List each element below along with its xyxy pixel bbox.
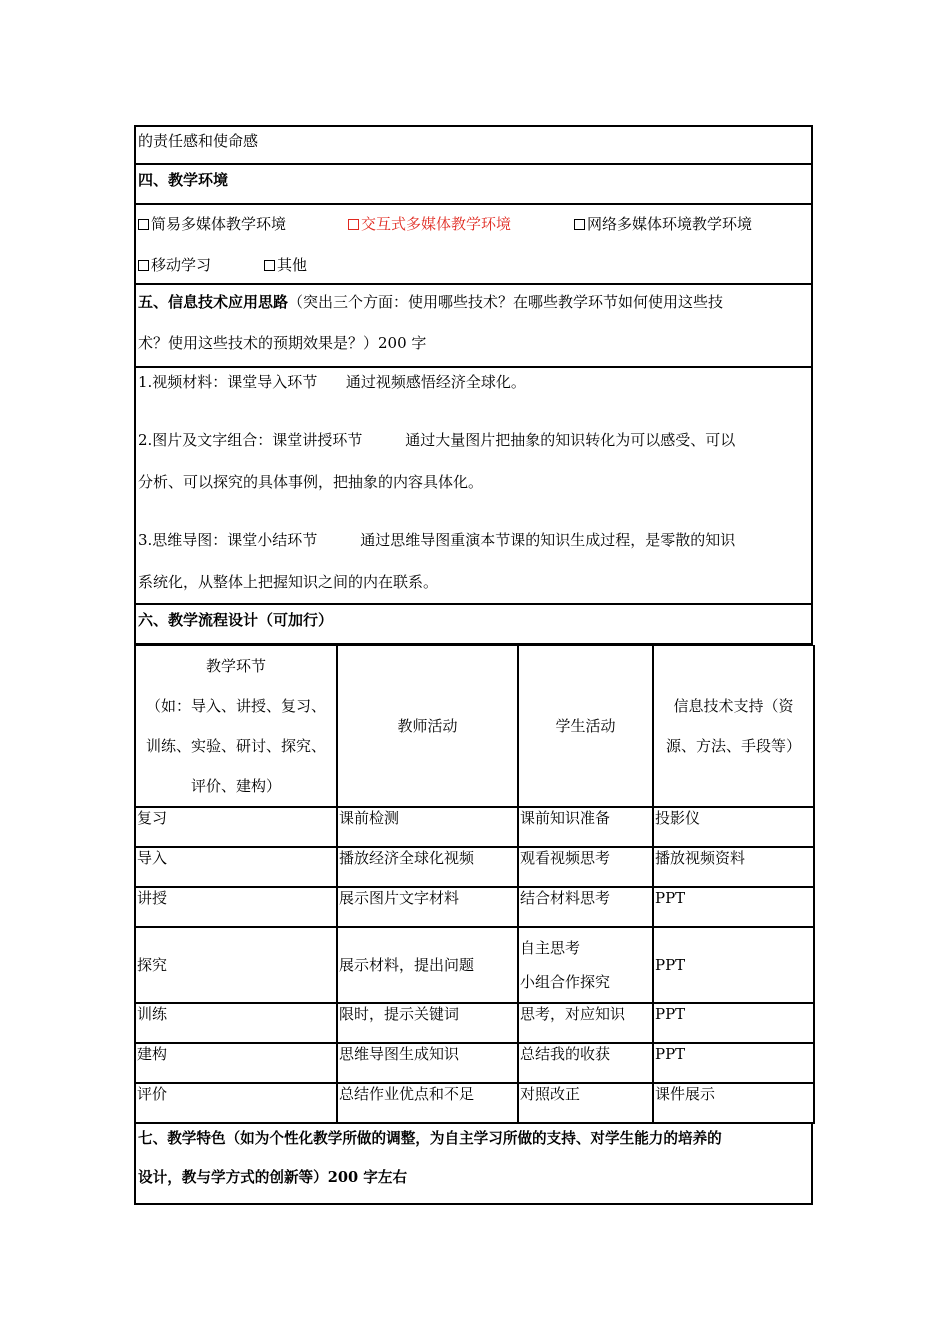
cell-tech: PPT <box>653 1043 814 1083</box>
cell-student-line2: 小组合作探究 <box>520 973 611 991</box>
teaching-flow-table <box>134 645 815 1124</box>
table-row <box>135 887 814 927</box>
table-header-row <box>135 646 814 808</box>
section4-title-row <box>134 165 813 205</box>
header-student: 学生活动 <box>518 646 653 808</box>
table-row <box>135 1003 814 1043</box>
option-label: 其他 <box>277 256 308 274</box>
cell-student: 课前知识准备 <box>518 807 653 847</box>
section5-note-line2: 术？使用这些技术的预期效果是？）200 字 <box>138 334 427 352</box>
table-row <box>135 847 814 887</box>
cell-student: 思考，对应知识 <box>518 1003 653 1043</box>
table-row <box>135 1043 814 1083</box>
table-row <box>135 807 814 847</box>
cell-stage: 探究 <box>135 927 337 1003</box>
continued-text-row <box>134 125 813 165</box>
tech-item-video: 1.视频材料：课堂导入环节 通过视频感悟经济全球化。 <box>138 373 526 391</box>
option-mobile-learning[interactable] <box>138 255 211 275</box>
cell-teacher: 限时，提示关键词 <box>337 1003 518 1043</box>
cell-stage: 建构 <box>135 1043 337 1083</box>
checkbox-icon[interactable] <box>348 219 359 230</box>
header-stage-line4: 评价、建构） <box>190 777 281 795</box>
cell-tech: PPT <box>653 887 814 927</box>
cell-teacher: 课前检测 <box>337 807 518 847</box>
section7-title-line1: 七、教学特色（如为个性化教学所做的调整，为自主学习所做的支持、对学生能力的培养的 <box>138 1130 722 1147</box>
cell-stage: 讲授 <box>135 887 337 927</box>
section4-title: 四、教学环境 <box>138 171 229 189</box>
cell-teacher: 思维导图生成知识 <box>337 1043 518 1083</box>
option-simple-multimedia[interactable] <box>138 214 286 234</box>
option-interactive-multimedia[interactable] <box>348 214 511 234</box>
cell-tech: 投影仪 <box>653 807 814 847</box>
cell-teacher: 展示材料，提出问题 <box>337 927 518 1003</box>
option-label: 网络多媒体环境教学环境 <box>587 215 753 233</box>
checkbox-icon[interactable] <box>264 260 275 271</box>
header-stage-line2: （如：导入、讲授、复习、 <box>145 697 326 715</box>
option-other[interactable] <box>264 255 307 275</box>
cell-student: 总结我的收获 <box>518 1043 653 1083</box>
cell-stage: 评价 <box>135 1083 337 1123</box>
cell-student <box>518 927 653 1003</box>
cell-stage: 导入 <box>135 847 337 887</box>
section5-content <box>134 368 813 605</box>
cell-student: 对照改正 <box>518 1083 653 1123</box>
header-stage-line3: 训练、实验、研讨、探究、 <box>145 737 326 755</box>
tech-item-images-line2: 分析、可以探究的具体事例，把抽象的内容具体化。 <box>138 473 484 491</box>
header-tech-line1: 信息技术支持（资 <box>673 697 794 715</box>
checkbox-icon[interactable] <box>574 219 585 230</box>
cell-teacher: 播放经济全球化视频 <box>337 847 518 887</box>
tech-item-images-line1: 2.图片及文字组合：课堂讲授环节 通过大量图片把抽象的知识转化为可以感受、可以 <box>138 431 736 449</box>
section7-row <box>134 1124 813 1205</box>
cell-stage: 复习 <box>135 807 337 847</box>
section6-title-row <box>134 605 813 645</box>
tech-item-mindmap-line1: 3.思维导图：课堂小结环节 通过思维导图重演本节课的知识生成过程，是零散的知识 <box>138 531 736 549</box>
header-stage <box>135 646 337 808</box>
cell-stage: 训练 <box>135 1003 337 1043</box>
checkbox-icon[interactable] <box>138 260 149 271</box>
table-row <box>135 1083 814 1123</box>
option-network-multimedia[interactable] <box>574 214 752 234</box>
cell-tech: PPT <box>653 1003 814 1043</box>
cell-student-line1: 自主思考 <box>520 939 581 957</box>
environment-options <box>134 205 813 285</box>
header-teacher: 教师活动 <box>337 646 518 808</box>
continued-text: 的责任感和使命感 <box>138 132 259 150</box>
tech-item-mindmap-line2: 系统化，从整体上把握知识之间的内在联系。 <box>138 573 439 591</box>
section5-title-row <box>134 285 813 368</box>
header-tech-line2: 源、方法、手段等） <box>665 737 801 755</box>
lesson-plan-document <box>134 125 813 1205</box>
section6-title: 六、教学流程设计（可加行） <box>138 611 334 629</box>
cell-tech: PPT <box>653 927 814 1003</box>
checkbox-icon[interactable] <box>138 219 149 230</box>
header-stage-line1: 教学环节 <box>205 657 266 675</box>
option-label: 简易多媒体教学环境 <box>151 215 287 233</box>
cell-teacher: 展示图片文字材料 <box>337 887 518 927</box>
cell-student: 观看视频思考 <box>518 847 653 887</box>
section5-title: 五、信息技术应用思路 <box>138 293 289 311</box>
cell-tech: 课件展示 <box>653 1083 814 1123</box>
section7-title-line2: 设计，教与学方式的创新等）200 字左右 <box>138 1169 408 1186</box>
cell-tech: 播放视频资料 <box>653 847 814 887</box>
option-label: 交互式多媒体教学环境 <box>361 215 512 233</box>
option-label: 移动学习 <box>151 256 212 274</box>
cell-student: 结合材料思考 <box>518 887 653 927</box>
header-tech <box>653 646 814 808</box>
table-row <box>135 927 814 1003</box>
cell-teacher: 总结作业优点和不足 <box>337 1083 518 1123</box>
section5-note-line1: （突出三个方面：使用哪些技术？在哪些教学环节如何使用这些技 <box>288 293 724 311</box>
